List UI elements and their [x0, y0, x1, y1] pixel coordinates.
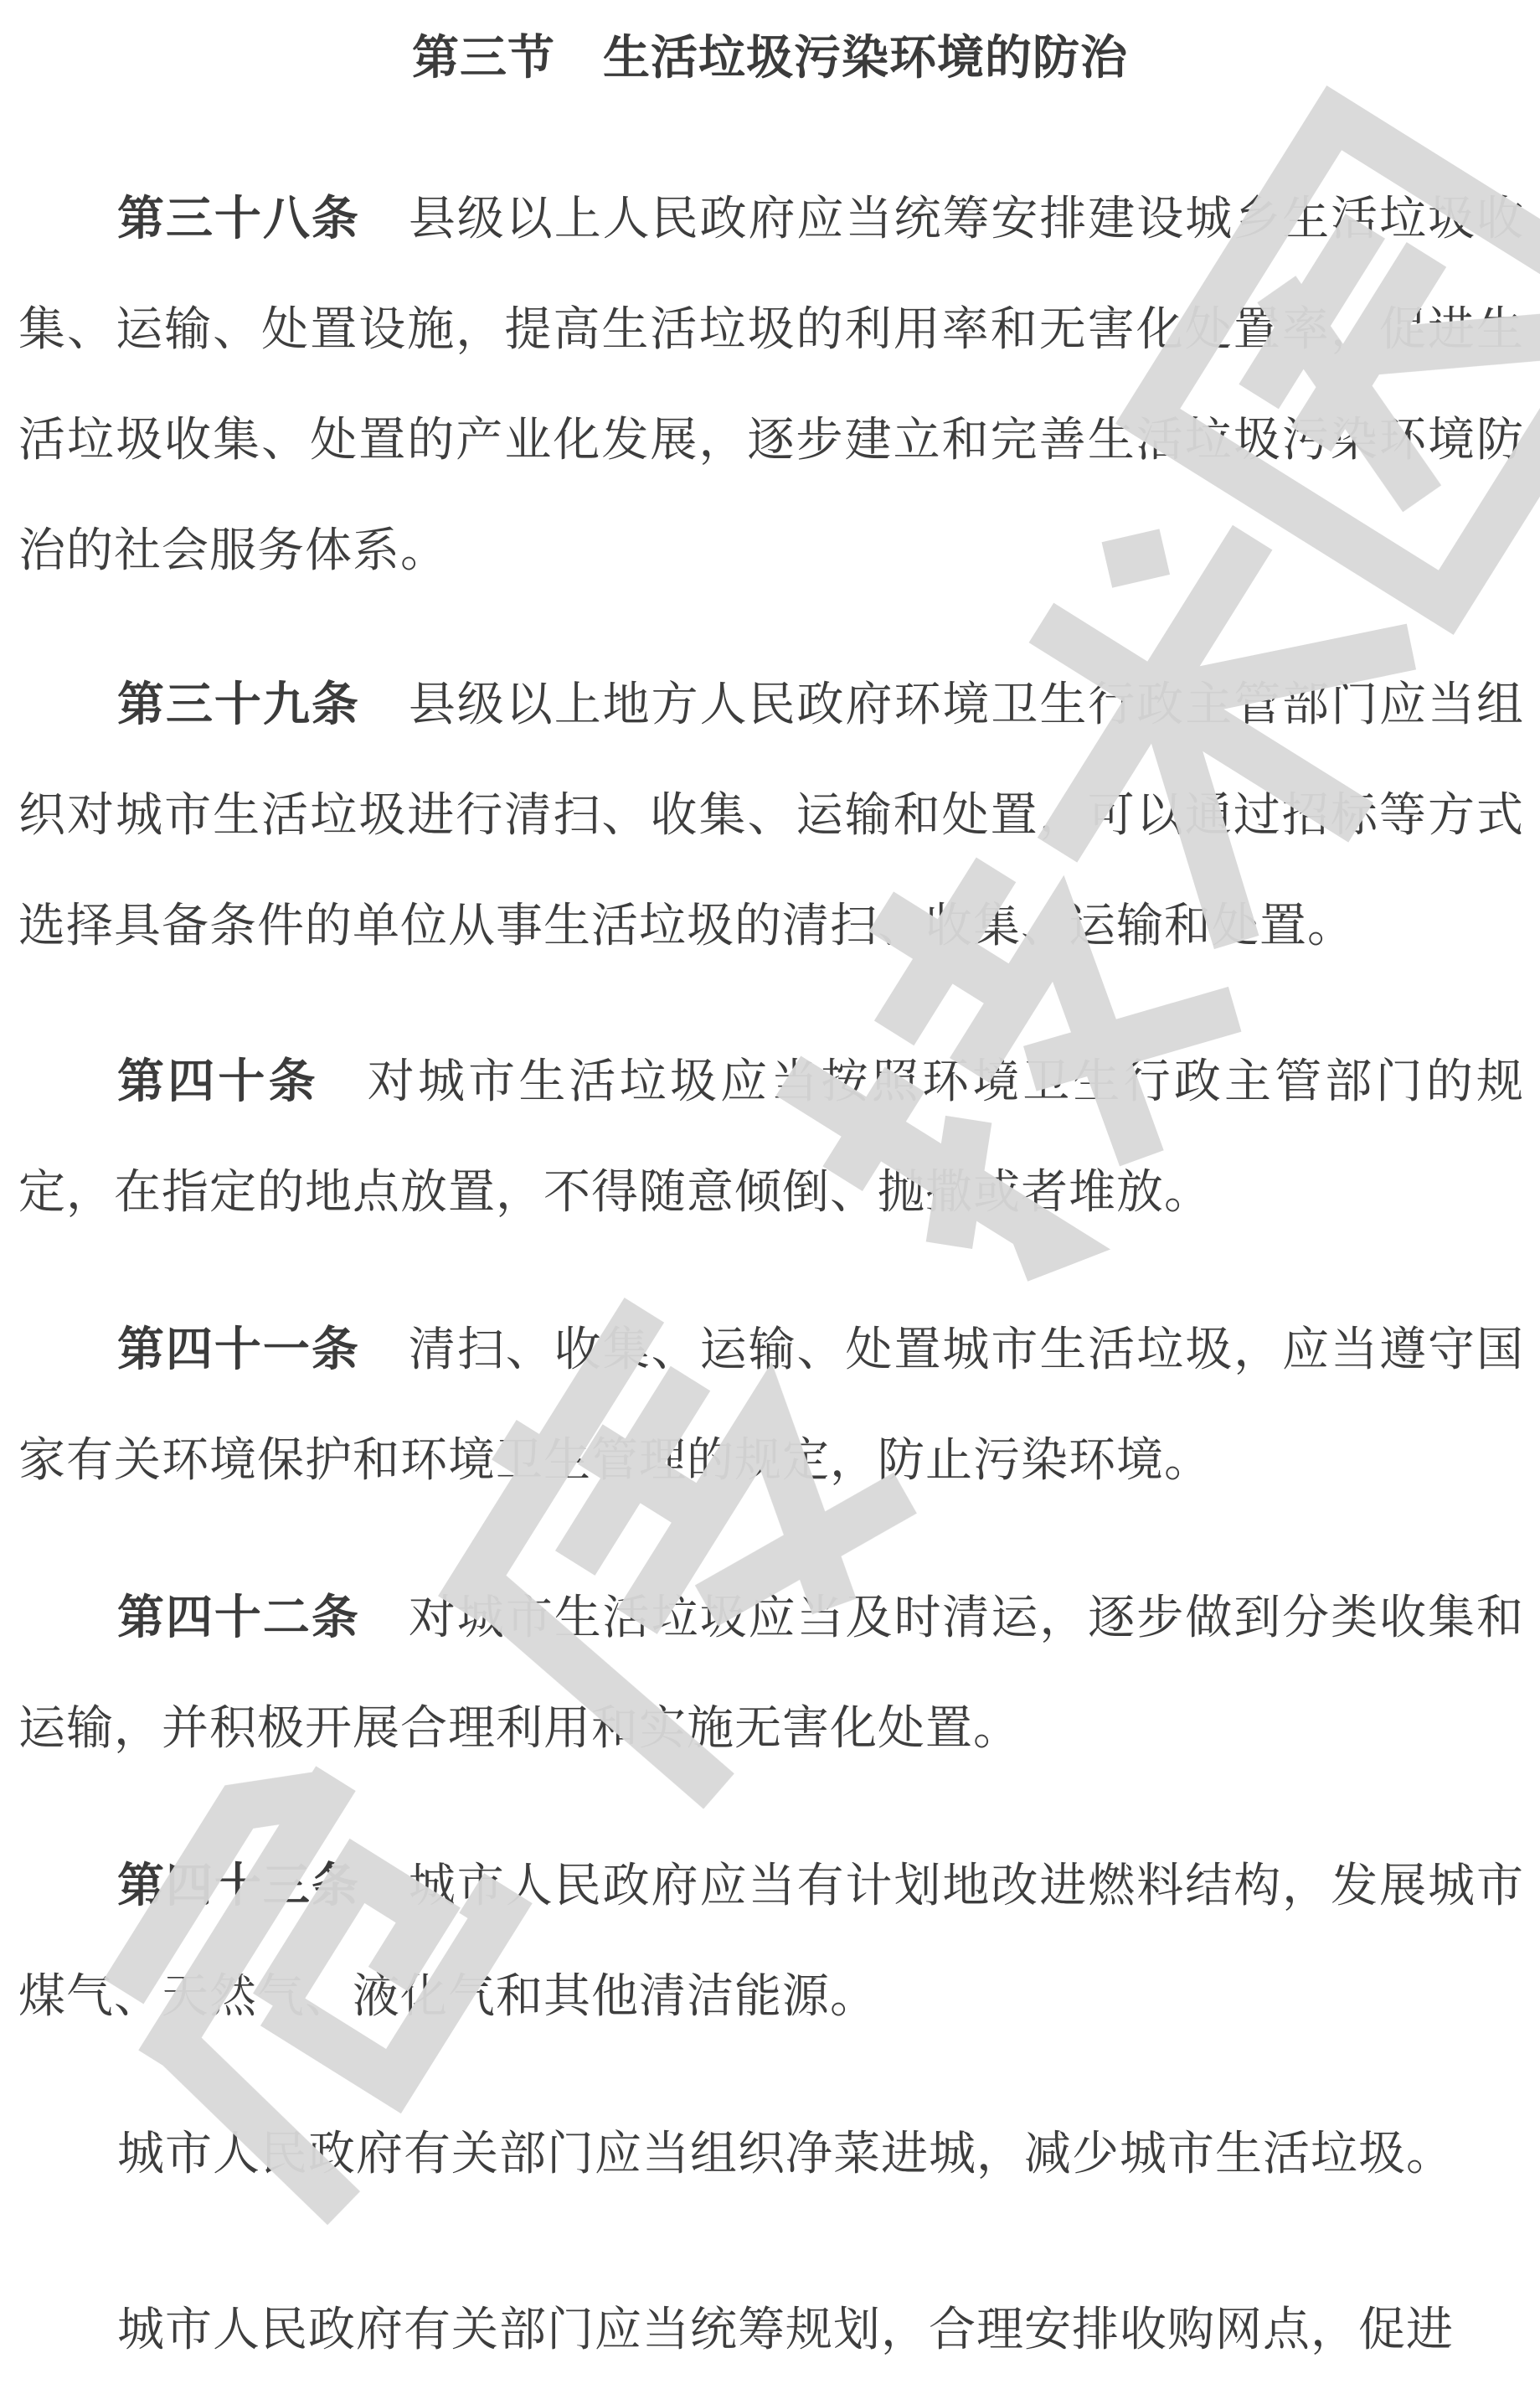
article-43: [18, 1831, 1524, 2052]
article-text: 清扫、收集、运输、处置城市生活垃圾，应当遵守国家有关环境保护和环境卫生管理的规定，防止污染环境。: [18, 1323, 1525, 1488]
article-number: 第四十三条: [117, 1859, 360, 1913]
article-text: 县级以上人民政府应当统筹安排建设城乡生活垃圾收集、运输、处置设施，提高生活垃圾的利用率和无害化处置率，促进生活垃圾收集、处置的产业化发展，逐步建立和完善生活垃圾污染环境防治的社会服务体系。: [18, 192, 1525, 578]
article-40: [18, 1027, 1524, 1248]
article-number: 第三十九条: [117, 678, 360, 732]
article-38: [18, 164, 1524, 606]
article-39: [18, 650, 1524, 982]
article-text: 对城市生活垃圾应当及时清运，逐步做到分类收集和运输，并积极开展合理利用和实施无害化处置。: [18, 1591, 1525, 1756]
article-text: 对城市生活垃圾应当按照环境卫生行政主管部门的规定，在指定的地点放置，不得随意倾倒、抛撒或者堆放。: [18, 1055, 1525, 1220]
paragraph: 城市人民政府有关部门应当统筹规划，合理安排收购网点，促进: [117, 2303, 1454, 2357]
article-41: [18, 1295, 1524, 1516]
article-number: 第四十条: [117, 1055, 319, 1109]
article-number: 第四十二条: [117, 1591, 360, 1645]
paragraph: 城市人民政府有关部门应当组织净菜进城，减少城市生活垃圾。: [117, 2127, 1454, 2181]
article-number: 第三十八条: [117, 192, 360, 246]
section-title: 第三节 生活垃圾污染环境的防治: [412, 31, 1128, 85]
article-number: 第四十一条: [117, 1323, 360, 1377]
article-text: 城市人民政府应当有计划地改进燃料结构，发展城市煤气、天然气、液化气和其他清洁能源。: [18, 1859, 1525, 2024]
article-42: [18, 1563, 1524, 1784]
article-text: 县级以上地方人民政府环境卫生行政主管部门应当组织对城市生活垃圾进行清扫、收集、运输和处置，可以通过招标等方式选择具备条件的单位从事生活垃圾的清扫、收集、运输和处置。: [18, 678, 1525, 953]
